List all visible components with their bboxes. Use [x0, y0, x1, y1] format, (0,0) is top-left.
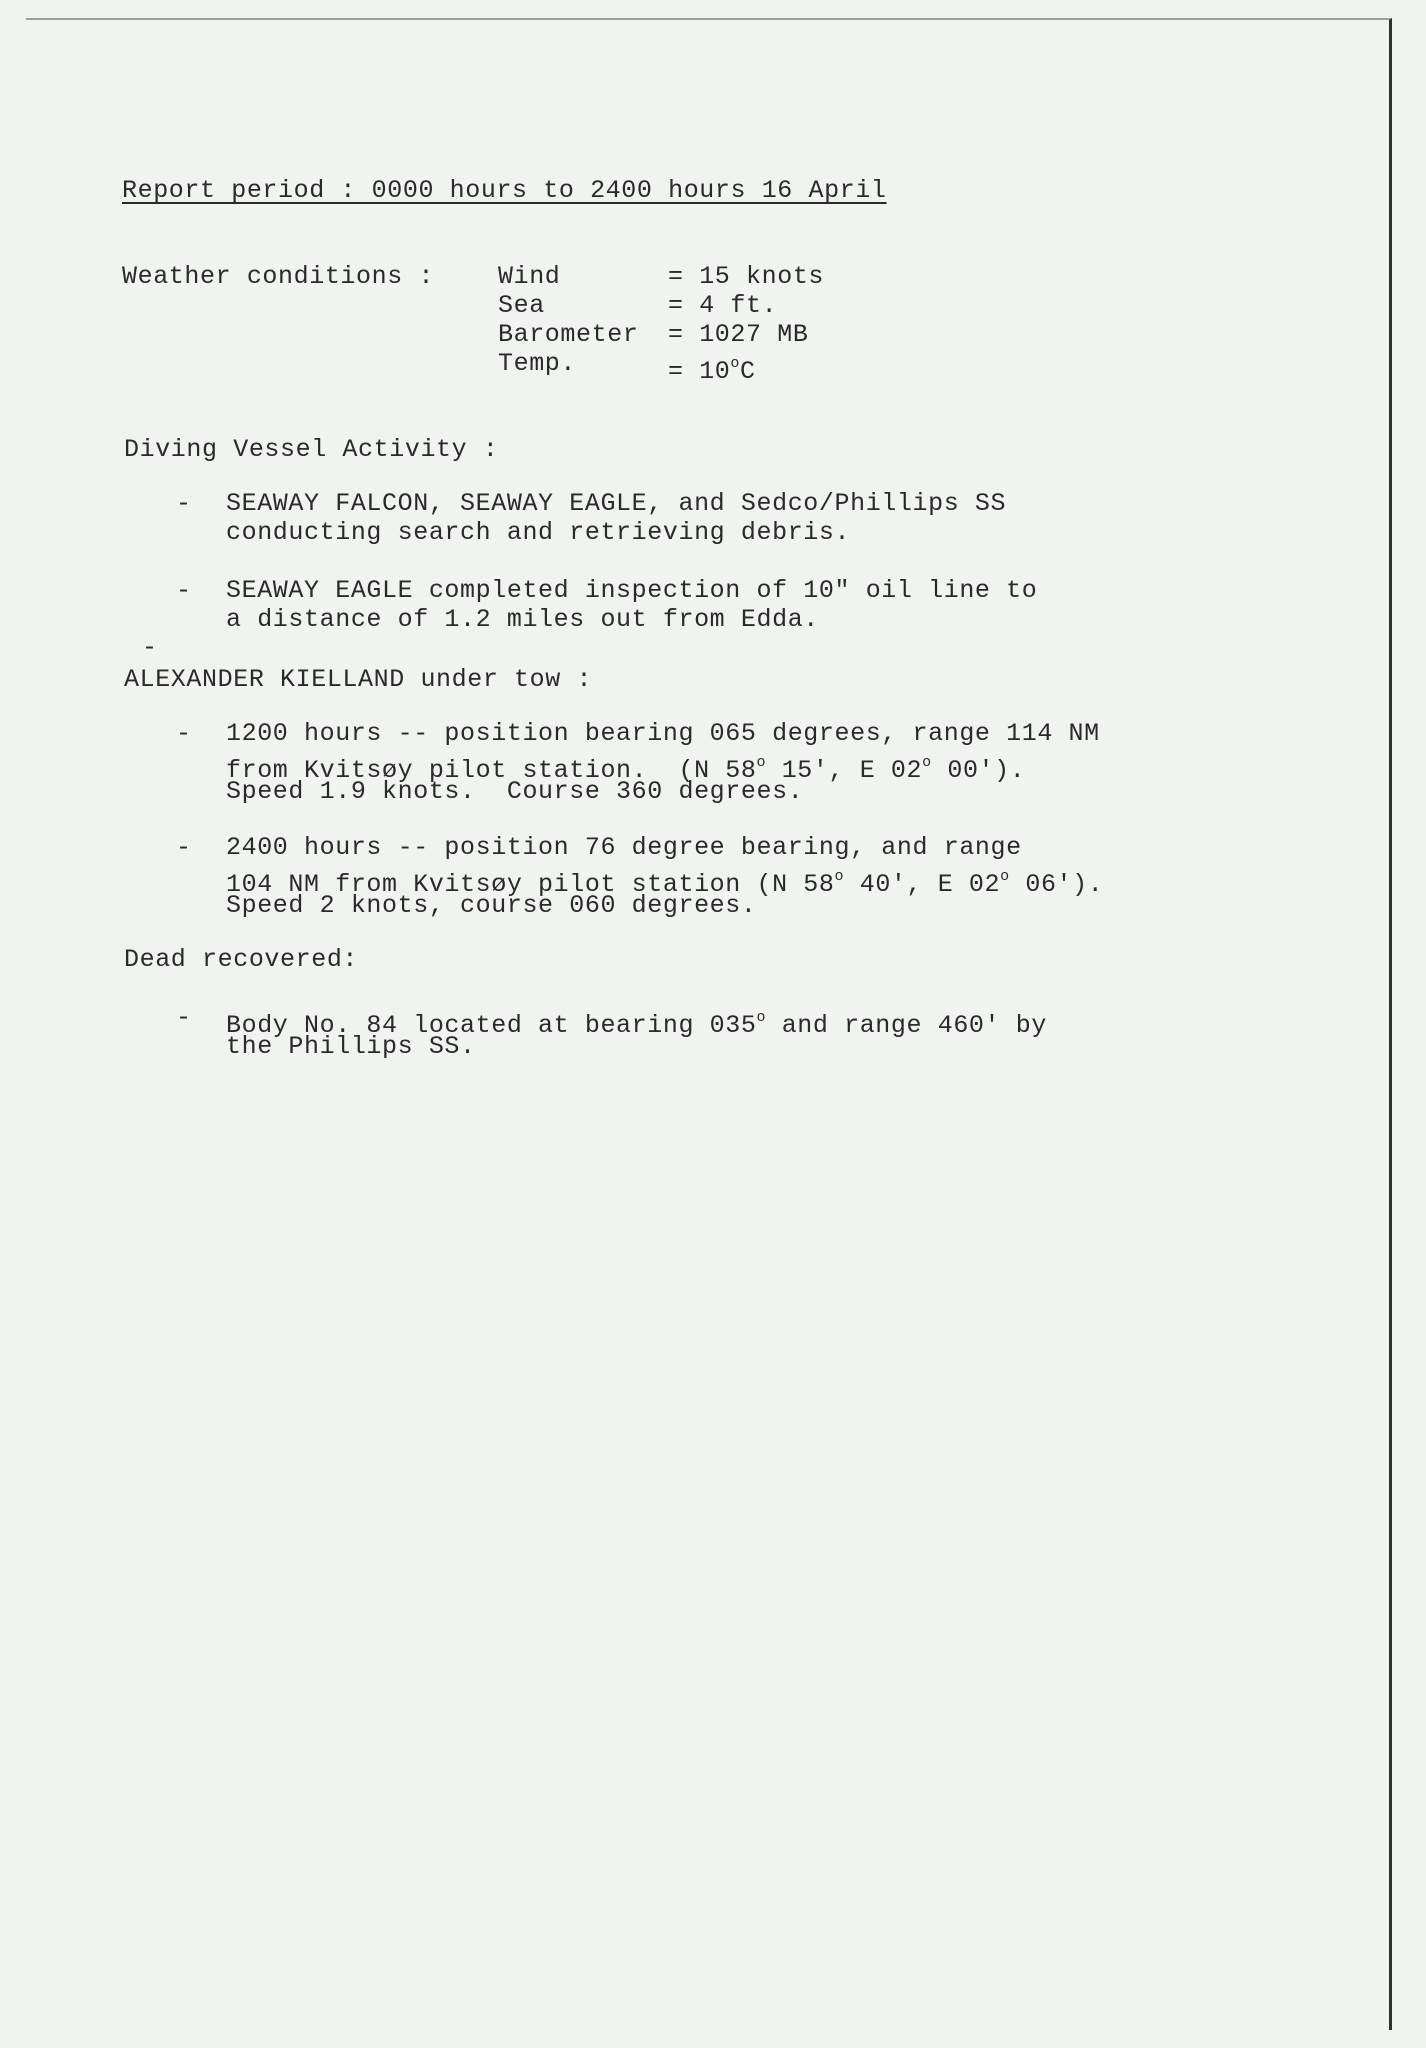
- weather-label-wind: Wind: [498, 262, 561, 291]
- tow-item-2-line-3: Speed 2 knots, course 060 degrees.: [226, 891, 757, 920]
- bullet-dash: -: [176, 833, 192, 862]
- weather-value-temp: = $10^oC$: [668, 355, 756, 386]
- weather-label-barometer: Barometer: [498, 320, 639, 349]
- weather-label-sea: Sea: [498, 291, 545, 320]
- degree-symbol: o: [730, 355, 741, 372]
- degree-symbol: o: [1000, 868, 1010, 885]
- weather-value-barometer: = 1027 MB: [668, 320, 809, 349]
- diving-item-2-line-2: a distance of 1.2 miles out from Edda.: [226, 605, 819, 634]
- tow-heading: ALEXANDER KIELLAND under tow :: [124, 665, 593, 694]
- bullet-dash: -: [176, 489, 192, 518]
- bullet-dash: -: [176, 1003, 192, 1032]
- diving-item-2-line-1: SEAWAY EAGLE completed inspection of 10" oil line to: [226, 576, 1038, 605]
- weather-value-wind: = 15 knots: [668, 262, 825, 291]
- tow-item-2-line-1: 2400 hours -- position 76 degree bearing, and range: [226, 833, 1022, 862]
- tow-item-1-line-2: from Kvitsøy pilot station. (N 58$^o$ 15', E 02$^o$ 00').: [226, 754, 1026, 785]
- degree-symbol: o: [834, 868, 845, 885]
- bullet-dash: -: [176, 719, 192, 748]
- diving-heading: Diving Vessel Activity :: [124, 435, 499, 464]
- diving-item-1-line-2: conducting search and retrieving debris.: [226, 518, 851, 547]
- report-period-heading: Report period : 0000 hours to 2400 hours 16 April: [122, 176, 887, 205]
- weather-value-sea: = 4 ft.: [668, 291, 778, 320]
- document-page: [26, 18, 1392, 2030]
- degree-symbol: o: [922, 754, 932, 771]
- dead-item-line-2: the Phillips SS.: [226, 1032, 476, 1061]
- dead-item-line-1: Body No. 84 located at bearing 035$^o$ and range 460' by: [226, 1009, 1047, 1040]
- tow-item-1-line-3: Speed 1.9 knots. Course 360 degrees.: [226, 777, 804, 806]
- degree-symbol: o: [756, 754, 767, 771]
- bullet-dash: -: [142, 633, 158, 662]
- bullet-dash: -: [176, 576, 192, 605]
- weather-heading: Weather conditions :: [122, 262, 435, 291]
- tow-item-1-line-1: 1200 hours -- position bearing 065 degrees, range 114 NM: [226, 719, 1100, 748]
- weather-label-temp: Temp.: [498, 349, 577, 378]
- diving-item-1-line-1: SEAWAY FALCON, SEAWAY EAGLE, and Sedco/Phillips SS: [226, 489, 1007, 518]
- degree-symbol: o: [756, 1009, 767, 1026]
- dead-heading: Dead recovered:: [124, 945, 359, 974]
- tow-item-2-line-2: 104 NM from Kvitsøy pilot station (N 58$^o$ 40', E 02$^o$ 06').: [226, 868, 1104, 899]
